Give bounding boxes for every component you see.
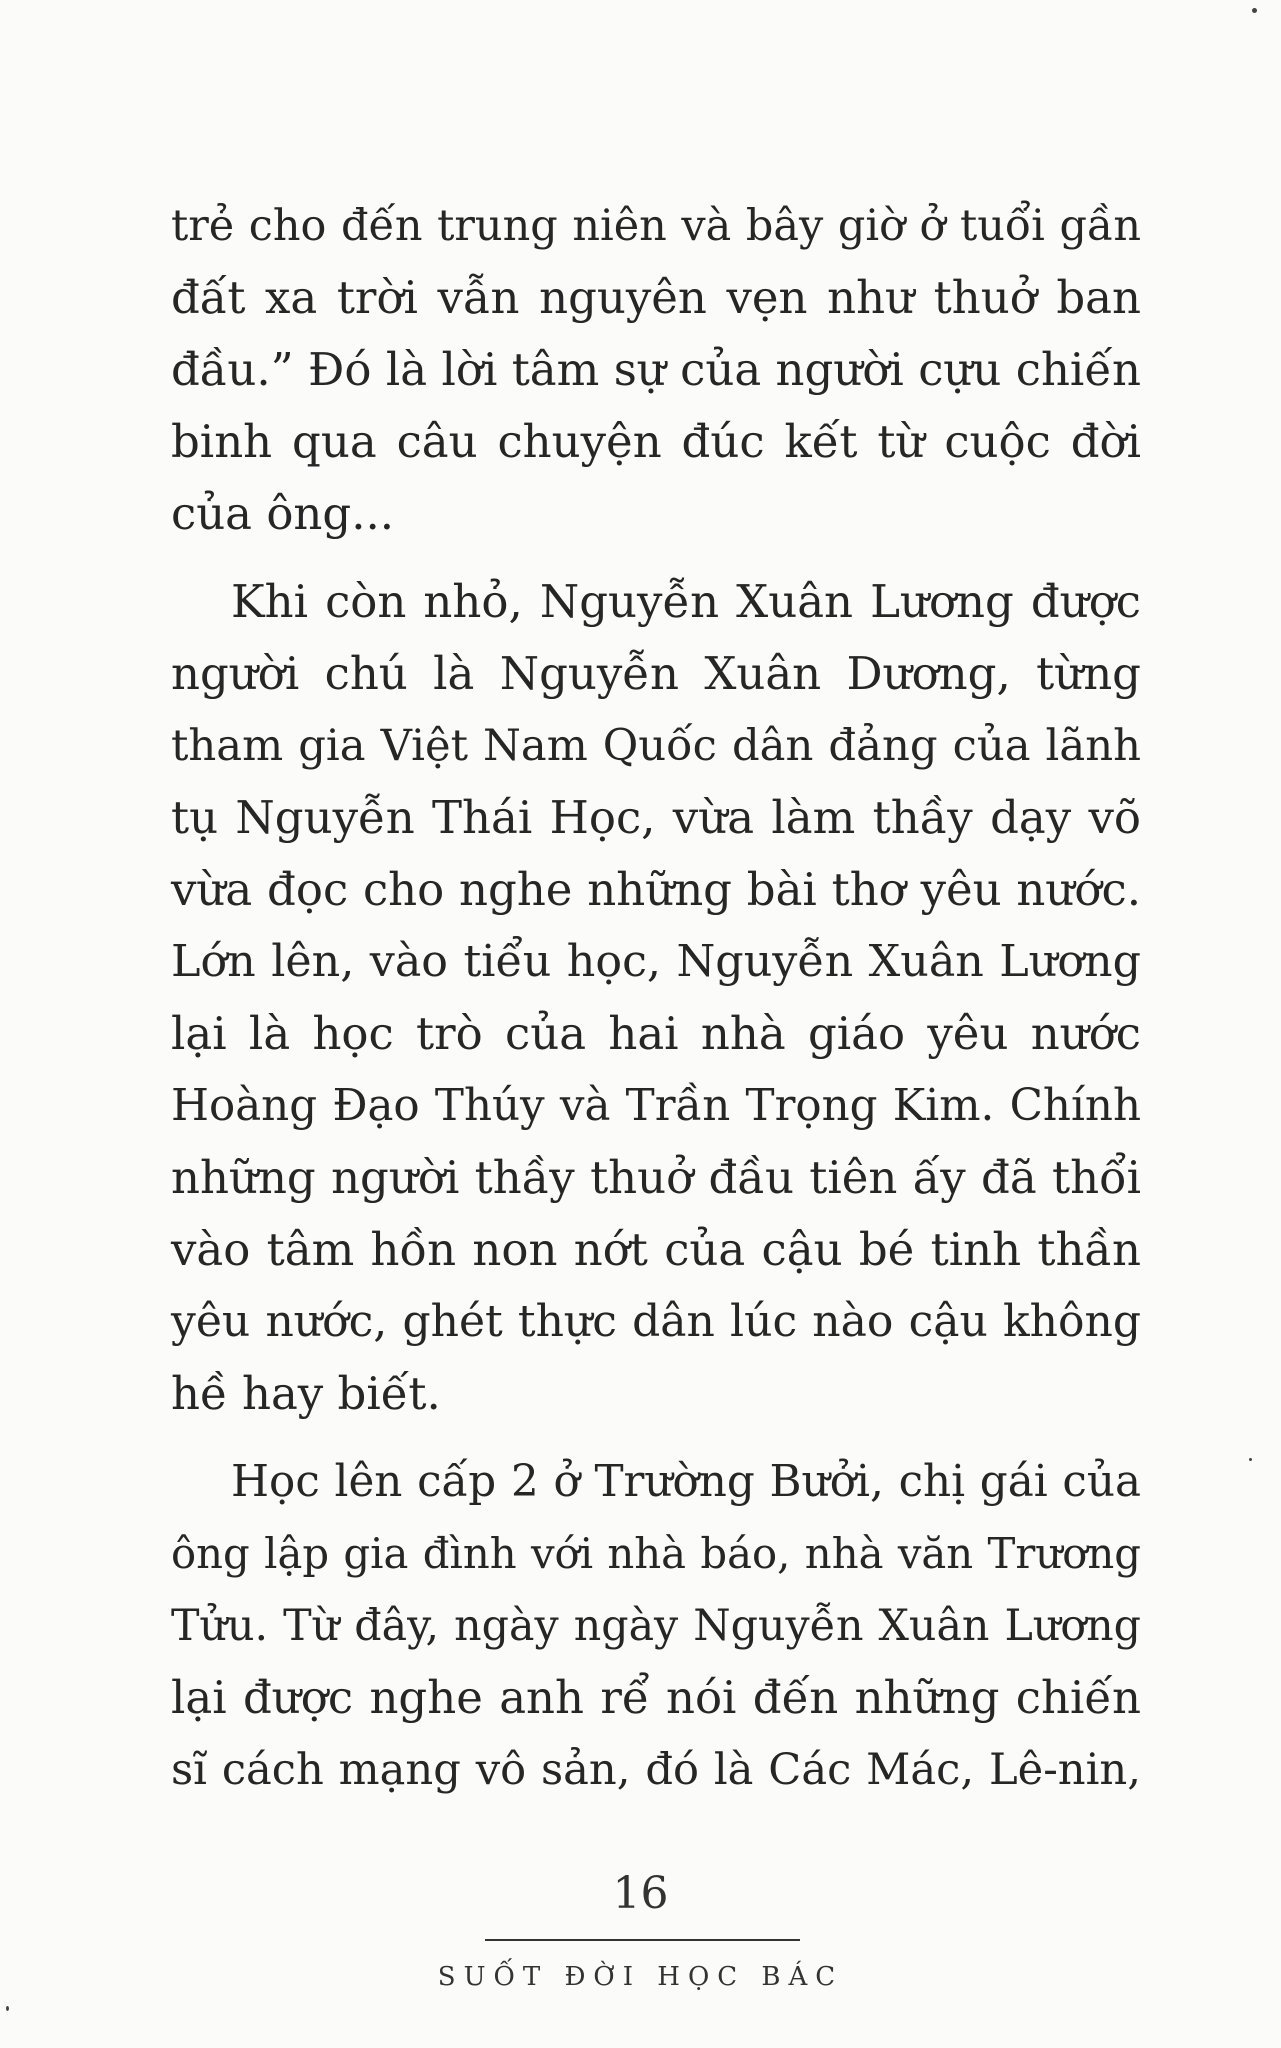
- page-number: 16: [612, 1868, 669, 1919]
- text-line: đầu.” Đó là lời tâm sự của người cựu chiến: [171, 343, 1141, 396]
- paragraph-2: [171, 566, 1141, 1430]
- text-line: yêu nước, ghét thực dân lúc nào cậu không: [171, 1296, 1141, 1347]
- text-line: hề hay biết.: [171, 1367, 441, 1420]
- text-line: lại được nghe anh rể nói đến những chiến: [171, 1671, 1141, 1724]
- text-line: vào tâm hồn non nớt của cậu bé tinh thần: [171, 1223, 1141, 1276]
- body-text: [171, 190, 1141, 1806]
- text-line: trẻ cho đến trung niên và bây giờ ở tuổi gần: [171, 201, 1141, 251]
- text-line: vừa đọc cho nghe những bài thơ yêu nước.: [171, 863, 1141, 916]
- paragraph-1: [171, 190, 1141, 550]
- text-line: tụ Nguyễn Thái Học, vừa làm thầy dạy võ: [171, 791, 1141, 844]
- paragraph-3: [171, 1446, 1141, 1806]
- text-line: Học lên cấp 2 ở Trường Bưởi, chị gái của: [231, 1456, 1141, 1507]
- text-line: tham gia Việt Nam Quốc dân đảng của lãnh: [171, 721, 1141, 771]
- paragraph-gap: [171, 550, 1141, 566]
- text-line: Khi còn nhỏ, Nguyễn Xuân Lương được: [231, 575, 1141, 628]
- scan-speck: [1252, 8, 1257, 13]
- running-footer-title: SUỐT ĐỜI HỌC BÁC: [437, 1962, 844, 1992]
- text-line: Hoàng Đạo Thúy và Trần Trọng Kim. Chính: [171, 1081, 1141, 1131]
- paragraph-gap: [171, 1430, 1141, 1446]
- text-line: đất xa trời vẫn nguyên vẹn như thuở ban: [171, 271, 1141, 324]
- scan-speck: [6, 2006, 9, 2011]
- text-line: lại là học trò của hai nhà giáo yêu nước: [171, 1007, 1141, 1060]
- text-line: những người thầy thuở đầu tiên ấy đã thổi: [171, 1151, 1141, 1204]
- text-line: binh qua câu chuyện đúc kết từ cuộc đời: [171, 415, 1141, 468]
- text-line: người chú là Nguyễn Xuân Dương, từng: [171, 647, 1141, 700]
- text-line: sĩ cách mạng vô sản, đó là Các Mác, Lê-nin,: [171, 1745, 1141, 1795]
- text-line: của ông...: [171, 487, 395, 540]
- text-line: ông lập gia đình với nhà báo, nhà văn Trương: [171, 1529, 1141, 1578]
- text-line: Tửu. Từ đây, ngày ngày Nguyễn Xuân Lương: [171, 1601, 1141, 1651]
- scan-speck: [1249, 1458, 1252, 1461]
- footer-divider: [485, 1939, 800, 1941]
- text-line: Lớn lên, vào tiểu học, Nguyễn Xuân Lương: [171, 936, 1141, 987]
